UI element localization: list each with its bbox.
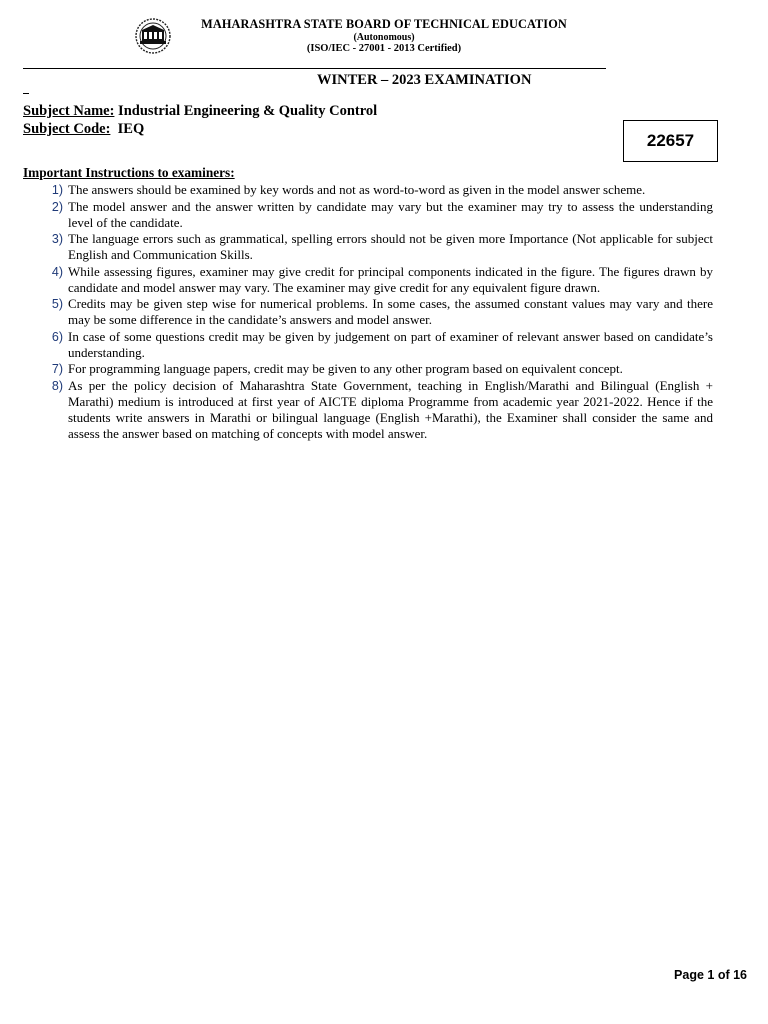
instruction-number: 6) [51, 329, 63, 344]
page-number: Page 1 of 16 [674, 968, 747, 982]
instruction-item [23, 329, 713, 361]
instruction-text: The model answer and the answer written by candidate may vary but the examiner may try to assess the understanding level of the candidate. [68, 198, 713, 230]
header-divider [23, 68, 606, 69]
board-name: MAHARASHTRA STATE BOARD OF TECHNICAL EDUCATION [201, 17, 567, 31]
instructions-title: Important Instructions to examiners: [23, 165, 235, 180]
instruction-text: As per the policy decision of Maharashtra State Government, teaching in English/Marathi and Bilingual (English + Marathi) medium is introduced at first year of AICTE diploma Programme from academic year 2021-2022. Hence if the students write answers in Marathi or bilingual language (English +Marathi), the Examiner shall consider the same and assess the answer based on matching of concepts with model answer. [68, 377, 713, 441]
instruction-item [23, 199, 713, 231]
subject-name-label: Subject Name: [23, 103, 115, 119]
instruction-item [23, 182, 713, 198]
subject-code-label: Subject Code: [23, 121, 111, 137]
instruction-item [23, 378, 713, 442]
divider-tick [23, 93, 29, 94]
paper-code-box: 22657 [623, 120, 718, 162]
instruction-number: 5) [51, 297, 63, 311]
instruction-text: For programming language papers, credit may be given to any other program based on equivalent concept. [68, 361, 623, 376]
instruction-item [23, 231, 713, 263]
subject-code-value: IEQ [117, 121, 145, 137]
instructions-list [23, 182, 713, 442]
instruction-text: Credits may be given step wise for numerical problems. In some cases, the assumed constant values may vary and there may be some difference in the candidate’s answers and model answer. [68, 296, 713, 327]
instruction-text: The language errors such as grammatical, spelling errors should not be given more Importance (Not applicable for subject English and Communication Skills. [68, 231, 713, 262]
subject-code-row [23, 121, 144, 138]
exam-title: WINTER – 2023 EXAMINATION [317, 72, 532, 88]
instruction-number: 4) [51, 264, 63, 279]
instruction-item [23, 264, 713, 296]
instruction-number: 8) [51, 378, 63, 393]
instruction-text: In case of some questions credit may be given by judgement on part of examiner of relevant answer based on candidate’s understanding. [68, 328, 713, 360]
instruction-text: While assessing figures, examiner may give credit for principal components indicated in the figure. The figures drawn by candidate and model answer may vary. The examiner may give credit for any equivalent figure drawn. [68, 263, 713, 295]
instruction-item [23, 361, 713, 377]
instruction-number: 1) [51, 183, 63, 197]
instruction-number: 7) [51, 362, 63, 376]
certification-label: (ISO/IEC - 27001 - 2013 Certified) [306, 43, 462, 54]
subject-name-value: Industrial Engineering & Quality Control [118, 103, 378, 119]
instruction-item [23, 296, 713, 328]
instruction-text: The answers should be examined by key words and not as word-to-word as given in the model answer scheme. [68, 182, 646, 197]
instruction-number: 2) [51, 199, 63, 214]
subject-name-row [23, 103, 377, 120]
autonomous-label: (Autonomous) [353, 32, 415, 43]
instruction-number: 3) [51, 232, 63, 246]
